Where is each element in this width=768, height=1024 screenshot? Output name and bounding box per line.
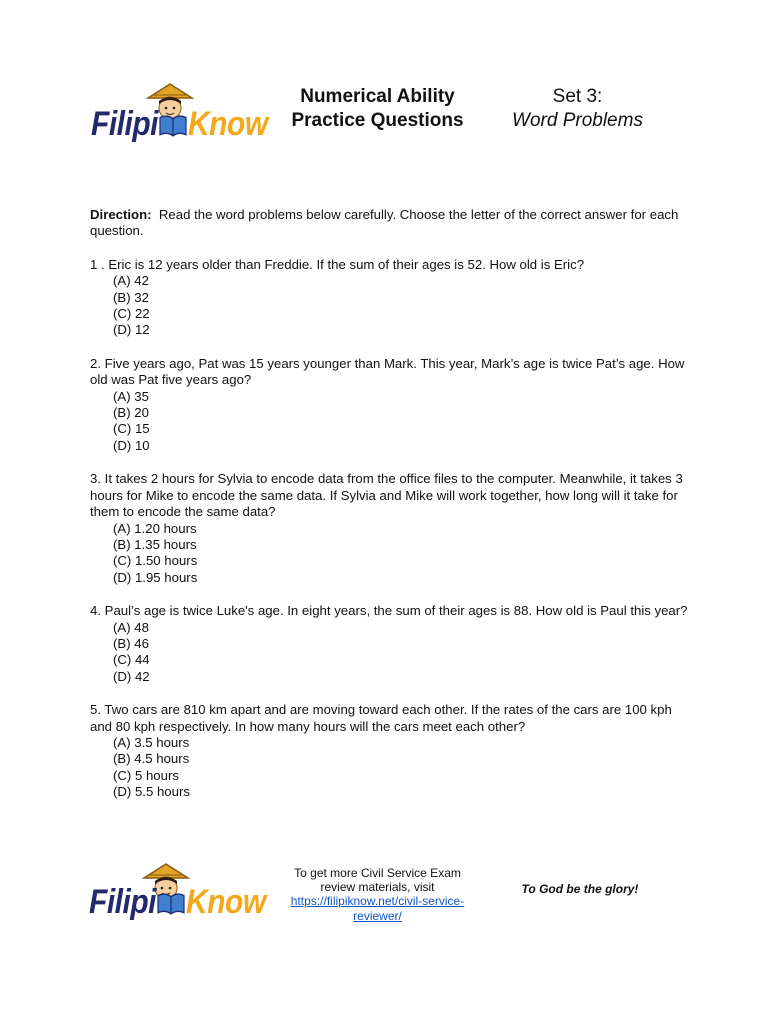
choice-b: (B) 32 <box>113 289 149 305</box>
choice-c: (C) 44 <box>113 652 150 668</box>
direction-label: Direction: <box>90 207 152 222</box>
question-text: 4. Paul’s age is twice Luke's age. In eight years, the sum of their ages is 88. How old is Paul this year? <box>90 603 688 619</box>
choice-a: (A) 35 <box>113 388 149 404</box>
question-1 <box>90 257 690 339</box>
question-text: 5. Two cars are 810 km apart and are moving toward each other. If the rates of the cars are 100 kph and 80 kph respectively. In how many hours will the cars meet each other? <box>90 702 672 734</box>
choice-c: (C) 22 <box>113 306 150 322</box>
direction-text: Read the word problems below carefully. Choose the letter of the correct answer for each question. <box>90 207 679 239</box>
question-4 <box>90 603 690 685</box>
set-heading: Set 3: Word Problems <box>512 86 643 131</box>
choice-list <box>90 620 690 686</box>
filipiknow-logo <box>88 82 266 152</box>
direction-paragraph <box>90 207 690 240</box>
question-text: 1 . Eric is 12 years older than Freddie. If the sum of their ages is 52. How old is Eric? <box>90 256 585 272</box>
choice-d: (D) 12 <box>113 322 150 338</box>
choice-list <box>90 389 690 455</box>
question-2 <box>90 356 690 454</box>
choice-c: (C) 5 hours <box>113 767 179 783</box>
choice-b: (B) 1.35 hours <box>113 536 197 552</box>
logo-filipi-text: Filipi <box>91 104 158 143</box>
page-title: Numerical Ability Practice Questions <box>291 86 464 131</box>
logo-filipi-text: Filipi <box>89 882 156 921</box>
question-5 <box>90 702 690 800</box>
choice-d: (D) 10 <box>113 437 150 453</box>
choice-c: (C) 1.50 hours <box>113 553 198 569</box>
question-3 <box>90 471 690 586</box>
choice-c: (C) 15 <box>113 421 150 437</box>
choice-b: (B) 4.5 hours <box>113 751 190 767</box>
choice-list <box>90 735 690 801</box>
logo-know-text: Know <box>186 882 266 921</box>
footer-info: To get more Civil Service Exam review materials, visit https://filipiknow.net/civil-service-reviewer/ <box>290 866 465 923</box>
choice-d: (D) 42 <box>113 668 150 684</box>
choice-a: (A) 42 <box>113 273 149 289</box>
question-text: 3. It takes 2 hours for Sylvia to encode data from the office files to the computer. Meanwhile, it takes 3 hours for Mike to encode the same data. If Sylvia and Mike will work together, how long will it take for them to encode the same data? <box>90 471 683 520</box>
choice-list <box>90 273 690 339</box>
choice-d: (D) 1.95 hours <box>113 569 198 585</box>
choice-a: (A) 48 <box>113 619 149 635</box>
footer-motto: To God be the glory! <box>521 882 639 896</box>
choice-b: (B) 20 <box>113 405 149 421</box>
logo-know-text: Know <box>188 104 268 143</box>
reviewer-link[interactable]: https://filipiknow.net/civil-service-reviewer/ <box>290 894 465 923</box>
book-icon <box>156 891 186 916</box>
book-icon <box>158 113 188 138</box>
choice-b: (B) 46 <box>113 635 149 651</box>
filipiknow-logo-footer <box>86 862 266 930</box>
choice-list <box>90 521 690 587</box>
question-text: 2. Five years ago, Pat was 15 years younger than Mark. This year, Mark’s age is twice Pat’s age. How old was Pat five years ago? <box>90 355 685 388</box>
choice-a: (A) 1.20 hours <box>113 520 197 536</box>
choice-a: (A) 3.5 hours <box>113 734 190 750</box>
choice-d: (D) 5.5 hours <box>113 784 190 800</box>
worksheet-body <box>90 207 690 818</box>
